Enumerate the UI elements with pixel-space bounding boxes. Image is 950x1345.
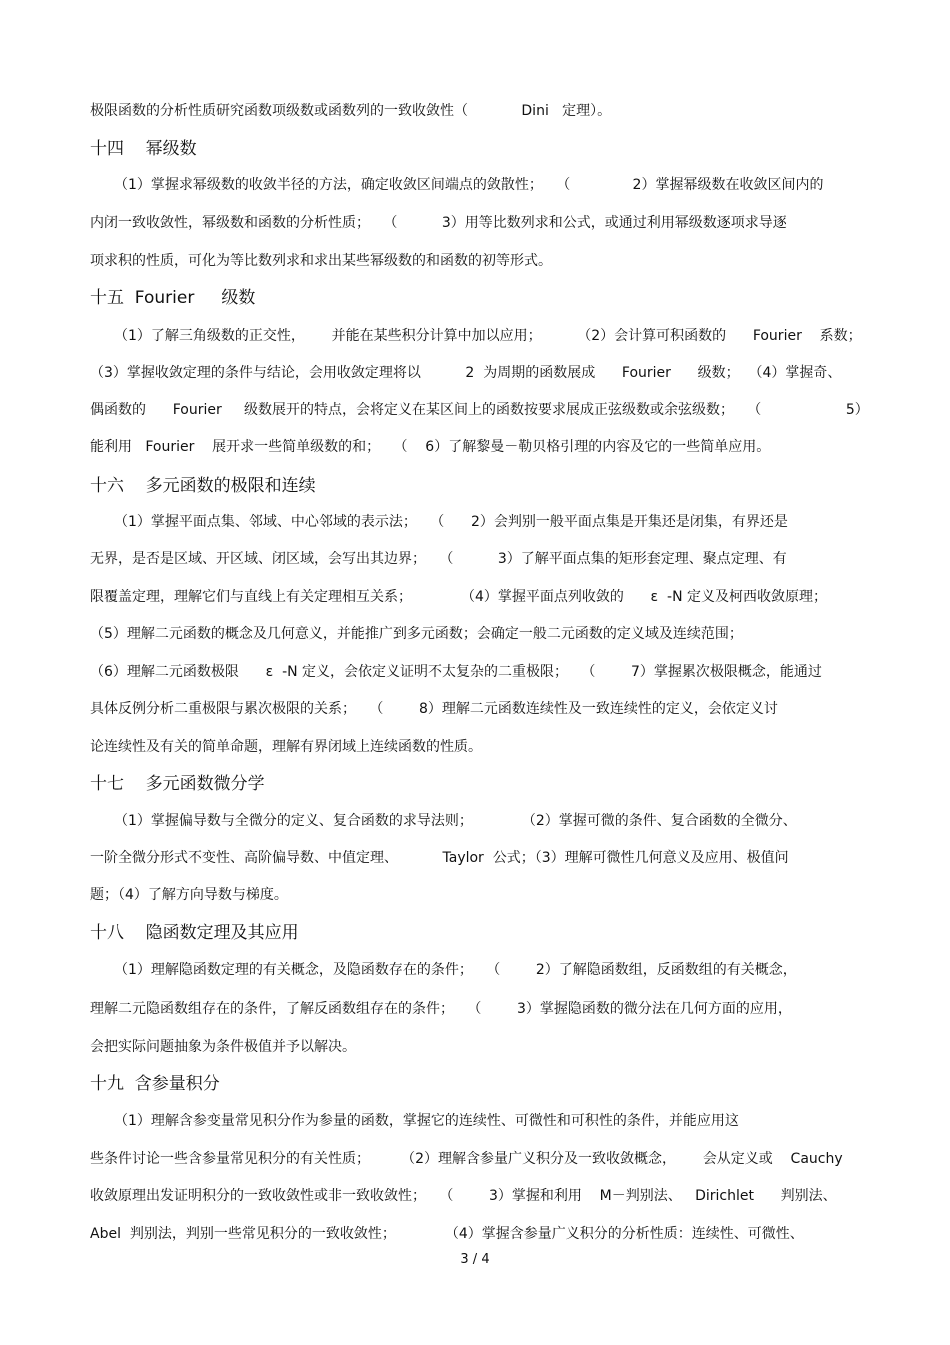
section-14-line-2: 内闭一致收敛性，幂级数和函数的分析性质； （ 3）用等比数列求和公式，或通过利用幂级数逐项求导逐 [90,215,787,231]
section-19-line-3: 收敛原理出发证明积分的一致收敛性或非一致收敛性； （ 3）掌握和利用 M－判别法、 Dirichlet 判别法、 [90,1188,837,1204]
section-17-line-3: 题；（4）了解方向导数与梯度。 [90,887,288,903]
section-heading-15: 十五 Fourier 级数 [90,288,256,308]
section-18-line-2: 理解二元隐函数组存在的条件，了解反函数组存在的条件； （ 3）掌握隐函数的微分法在几何方面的应用， [90,1001,792,1017]
section-19-line-2: 些条件讨论一些含参量常见积分的有关性质； （2）理解含参量广义积分及一致收敛概念， 会从定义或 Cauchy [90,1151,843,1167]
section-19-line-4: Abel 判别法，判别一些常见积分的一致收敛性； （4）掌握含参量广义积分的分析性质：连续性、可微性、 [90,1226,804,1242]
section-15-line-2: （3）掌握收敛定理的条件与结论，会用收敛定理将以 2 为周期的函数展成 Fourier 级数； （4）掌握奇、 [90,365,842,381]
section-15-line-3: 偶函数的 Fourier 级数展开的特点，会将定义在某区间上的函数按要求展成正弦级数或余弦级数； （ 5） [90,402,869,418]
section-18-line-1: （1）理解隐函数定理的有关概念，及隐函数存在的条件； （ 2）了解隐函数组，反函数组的有关概念， [114,962,797,978]
section-heading-17: 十七 多元函数微分学 [90,774,265,794]
section-17-line-2: 一阶全微分形式不变性、高阶偏导数、中值定理、 Taylor 公式；（3）理解可微性几何意义及应用、极值问 [90,850,789,866]
section-18-line-3: 会把实际问题抽象为条件极值并予以解决。 [90,1039,356,1055]
section-15-line-1: （1）了解三角级数的正交性， 并能在某些积分计算中加以应用； （2）会计算可积函数的 Fourier 系数； [114,328,862,344]
section-16-line-7: 论连续性及有关的简单命题，理解有界闭域上连续函数的性质。 [90,739,482,755]
section-heading-16: 十六 多元函数的极限和连续 [90,476,316,496]
section-16-line-6: 具体反例分析二重极限与累次极限的关系； （ 8）理解二元函数连续性及一致连续性的定义，会依定义讨 [90,701,778,717]
section-heading-14: 十四 幂级数 [90,139,197,159]
section-14-line-3: 项求积的性质，可化为等比数列求和求出某些幂级数的和函数的初等形式。 [90,253,552,269]
section-16-line-3: 限覆盖定理，理解它们与直线上有关定理相互关系； （4）掌握平面点列收敛的 ε -N 定义及柯西收敛原理； [90,589,828,605]
intro-line: 极限函数的分析性质研究函数项级数或函数列的一致收敛性（ Dini 定理）。 [90,103,612,119]
section-14-line-1: （1）掌握求幂级数的收敛半径的方法，确定收敛区间端点的敛散性； （ 2）掌握幂级数在收敛区间内的 [114,177,824,193]
section-16-line-1: （1）掌握平面点集、邻域、中心邻域的表示法； （ 2）会判别一般平面点集是开集还是闭集，有界还是 [114,514,788,530]
section-16-line-4: （5）理解二元函数的概念及几何意义，并能推广到多元函数；会确定一般二元函数的定义域及连续范围； [90,626,743,642]
page-number: 3 / 4 [460,1252,490,1267]
section-19-line-1: （1）理解含参变量常见积分作为参量的函数，掌握它的连续性、可微性和可积性的条件，并能应用这 [114,1113,739,1129]
section-heading-19: 十九 含参量积分 [90,1074,220,1094]
section-15-line-4: 能利用 Fourier 展开求一些简单级数的和； （ 6）了解黎曼－勒贝格引理的内容及它的一些简单应用。 [90,439,771,455]
section-heading-18: 十八 隐函数定理及其应用 [90,923,299,943]
section-16-line-2: 无界，是否是区域、开区域、闭区域，会写出其边界； （ 3）了解平面点集的矩形套定理、聚点定理、有 [90,551,787,567]
section-17-line-1: （1）掌握偏导数与全微分的定义、复合函数的求导法则； （2）掌握可微的条件、复合函数的全微分、 [114,813,797,829]
section-16-line-5: （6）理解二元函数极限 ε -N 定义，会依定义证明不太复杂的二重极限； （ 7）掌握累次极限概念，能通过 [90,664,822,680]
